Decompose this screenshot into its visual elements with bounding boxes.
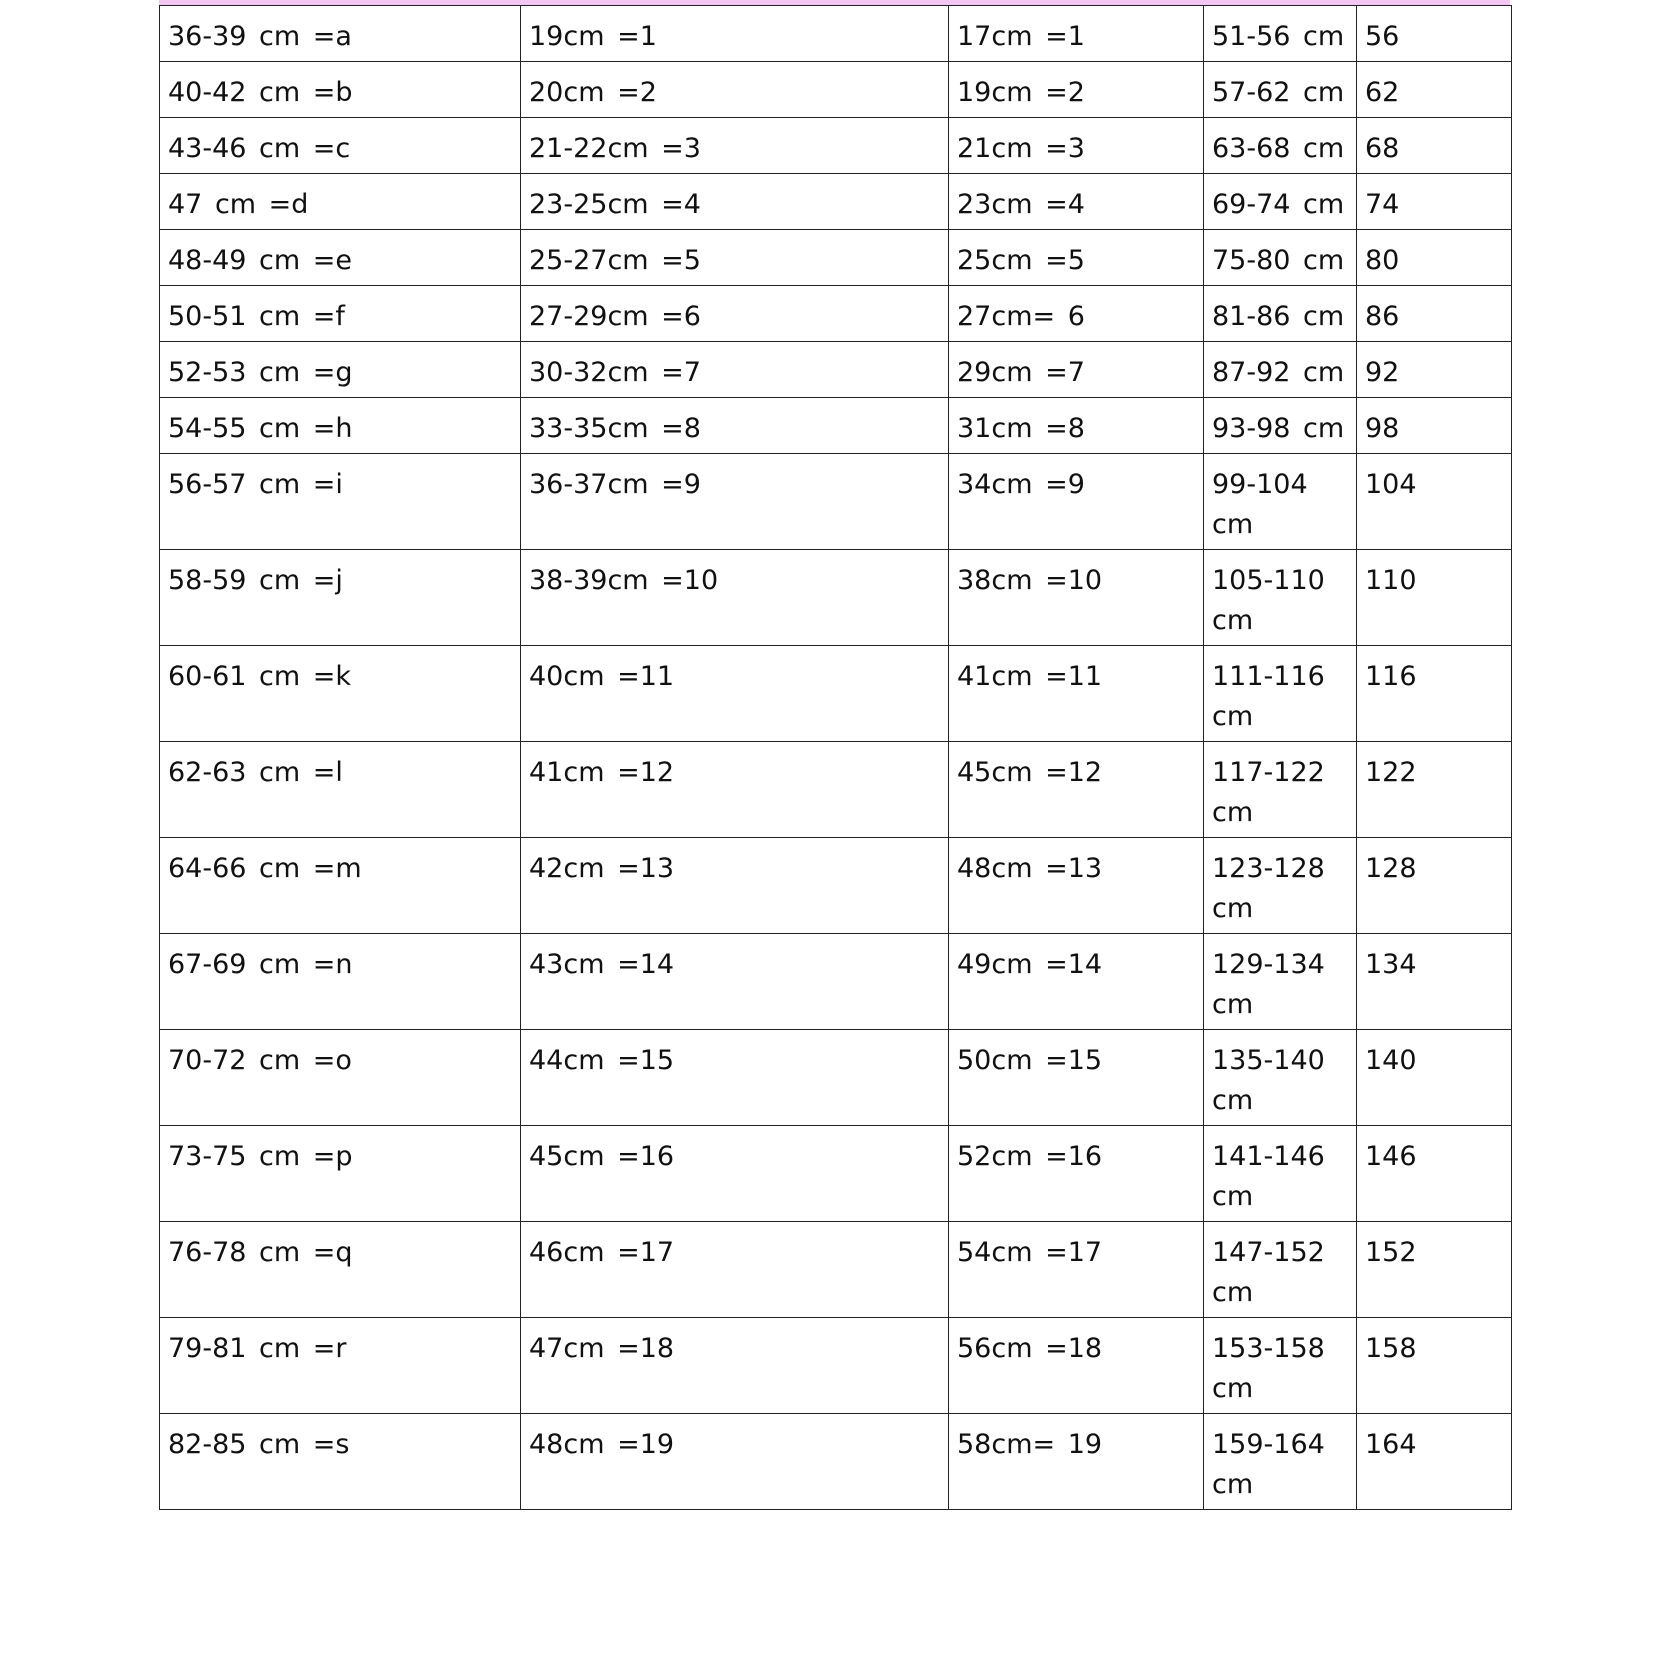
col2-cell: 47cm =18	[521, 1318, 949, 1414]
neck-cell: 60-61 cm =k	[160, 646, 521, 742]
neck-cell: 36-39 cm =a	[160, 6, 521, 62]
col3-cell: 31cm =8	[949, 398, 1204, 454]
table-row	[160, 118, 1512, 174]
size-cell: 80	[1357, 230, 1512, 286]
table-row	[160, 934, 1512, 1030]
col3-cell: 17cm =1	[949, 6, 1204, 62]
range-cell: 117-122 cm	[1204, 742, 1357, 838]
table-row	[160, 1126, 1512, 1222]
range-cell: 159-164 cm	[1204, 1414, 1357, 1510]
neck-cell: 50-51 cm =f	[160, 286, 521, 342]
col3-cell: 23cm =4	[949, 174, 1204, 230]
col2-cell: 20cm =2	[521, 62, 949, 118]
size-cell: 62	[1357, 62, 1512, 118]
col2-cell: 25-27cm =5	[521, 230, 949, 286]
size-cell: 116	[1357, 646, 1512, 742]
size-cell: 122	[1357, 742, 1512, 838]
neck-cell: 43-46 cm =c	[160, 118, 521, 174]
size-table	[159, 5, 1512, 1510]
col3-cell: 29cm =7	[949, 342, 1204, 398]
col3-cell: 19cm =2	[949, 62, 1204, 118]
range-cell: 57-62 cm	[1204, 62, 1357, 118]
col3-cell: 21cm =3	[949, 118, 1204, 174]
table-row	[160, 1030, 1512, 1126]
col3-cell: 34cm =9	[949, 454, 1204, 550]
table-row	[160, 1222, 1512, 1318]
col2-cell: 40cm =11	[521, 646, 949, 742]
neck-cell: 40-42 cm =b	[160, 62, 521, 118]
col2-cell: 44cm =15	[521, 1030, 949, 1126]
table-row	[160, 230, 1512, 286]
neck-cell: 62-63 cm =l	[160, 742, 521, 838]
table-row	[160, 286, 1512, 342]
neck-cell: 79-81 cm =r	[160, 1318, 521, 1414]
col2-cell: 27-29cm =6	[521, 286, 949, 342]
size-cell: 128	[1357, 838, 1512, 934]
table-row	[160, 742, 1512, 838]
col2-cell: 43cm =14	[521, 934, 949, 1030]
range-cell: 111-116 cm	[1204, 646, 1357, 742]
table-row	[160, 646, 1512, 742]
size-cell: 140	[1357, 1030, 1512, 1126]
col2-cell: 23-25cm =4	[521, 174, 949, 230]
range-cell: 75-80 cm	[1204, 230, 1357, 286]
neck-cell: 52-53 cm =g	[160, 342, 521, 398]
neck-cell: 48-49 cm =e	[160, 230, 521, 286]
range-cell: 87-92 cm	[1204, 342, 1357, 398]
neck-cell: 70-72 cm =o	[160, 1030, 521, 1126]
table-row	[160, 342, 1512, 398]
col3-cell: 49cm =14	[949, 934, 1204, 1030]
size-cell: 92	[1357, 342, 1512, 398]
size-cell: 146	[1357, 1126, 1512, 1222]
neck-cell: 47 cm =d	[160, 174, 521, 230]
table-row	[160, 6, 1512, 62]
col3-cell: 48cm =13	[949, 838, 1204, 934]
size-cell: 98	[1357, 398, 1512, 454]
size-cell: 68	[1357, 118, 1512, 174]
table-row	[160, 454, 1512, 550]
range-cell: 63-68 cm	[1204, 118, 1357, 174]
size-cell: 104	[1357, 454, 1512, 550]
neck-cell: 73-75 cm =p	[160, 1126, 521, 1222]
col2-cell: 19cm =1	[521, 6, 949, 62]
range-cell: 99-104 cm	[1204, 454, 1357, 550]
col3-cell: 58cm= 19	[949, 1414, 1204, 1510]
col2-cell: 45cm =16	[521, 1126, 949, 1222]
col2-cell: 38-39cm =10	[521, 550, 949, 646]
col3-cell: 54cm =17	[949, 1222, 1204, 1318]
table-row	[160, 838, 1512, 934]
col3-cell: 56cm =18	[949, 1318, 1204, 1414]
col2-cell: 48cm =19	[521, 1414, 949, 1510]
col2-cell: 41cm =12	[521, 742, 949, 838]
col2-cell: 30-32cm =7	[521, 342, 949, 398]
range-cell: 81-86 cm	[1204, 286, 1357, 342]
size-table-body	[160, 6, 1512, 1510]
col3-cell: 38cm =10	[949, 550, 1204, 646]
col2-cell: 42cm =13	[521, 838, 949, 934]
range-cell: 153-158 cm	[1204, 1318, 1357, 1414]
size-cell: 152	[1357, 1222, 1512, 1318]
col3-cell: 41cm =11	[949, 646, 1204, 742]
size-cell: 86	[1357, 286, 1512, 342]
neck-cell: 54-55 cm =h	[160, 398, 521, 454]
neck-cell: 67-69 cm =n	[160, 934, 521, 1030]
table-row	[160, 550, 1512, 646]
range-cell: 105-110 cm	[1204, 550, 1357, 646]
col2-cell: 21-22cm =3	[521, 118, 949, 174]
neck-cell: 58-59 cm =j	[160, 550, 521, 646]
col3-cell: 27cm= 6	[949, 286, 1204, 342]
size-cell: 56	[1357, 6, 1512, 62]
col3-cell: 45cm =12	[949, 742, 1204, 838]
col2-cell: 46cm =17	[521, 1222, 949, 1318]
range-cell: 93-98 cm	[1204, 398, 1357, 454]
table-row	[160, 398, 1512, 454]
range-cell: 129-134 cm	[1204, 934, 1357, 1030]
table-row	[160, 1318, 1512, 1414]
size-cell: 74	[1357, 174, 1512, 230]
table-row	[160, 62, 1512, 118]
neck-cell: 76-78 cm =q	[160, 1222, 521, 1318]
col3-cell: 25cm =5	[949, 230, 1204, 286]
size-cell: 110	[1357, 550, 1512, 646]
range-cell: 51-56 cm	[1204, 6, 1357, 62]
col3-cell: 50cm =15	[949, 1030, 1204, 1126]
range-cell: 135-140 cm	[1204, 1030, 1357, 1126]
neck-cell: 64-66 cm =m	[160, 838, 521, 934]
neck-cell: 82-85 cm =s	[160, 1414, 521, 1510]
table-row	[160, 1414, 1512, 1510]
col2-cell: 36-37cm =9	[521, 454, 949, 550]
range-cell: 147-152 cm	[1204, 1222, 1357, 1318]
size-cell: 158	[1357, 1318, 1512, 1414]
size-cell: 164	[1357, 1414, 1512, 1510]
range-cell: 123-128 cm	[1204, 838, 1357, 934]
neck-cell: 56-57 cm =i	[160, 454, 521, 550]
table-row	[160, 174, 1512, 230]
col2-cell: 33-35cm =8	[521, 398, 949, 454]
col3-cell: 52cm =16	[949, 1126, 1204, 1222]
size-cell: 134	[1357, 934, 1512, 1030]
range-cell: 141-146 cm	[1204, 1126, 1357, 1222]
range-cell: 69-74 cm	[1204, 174, 1357, 230]
